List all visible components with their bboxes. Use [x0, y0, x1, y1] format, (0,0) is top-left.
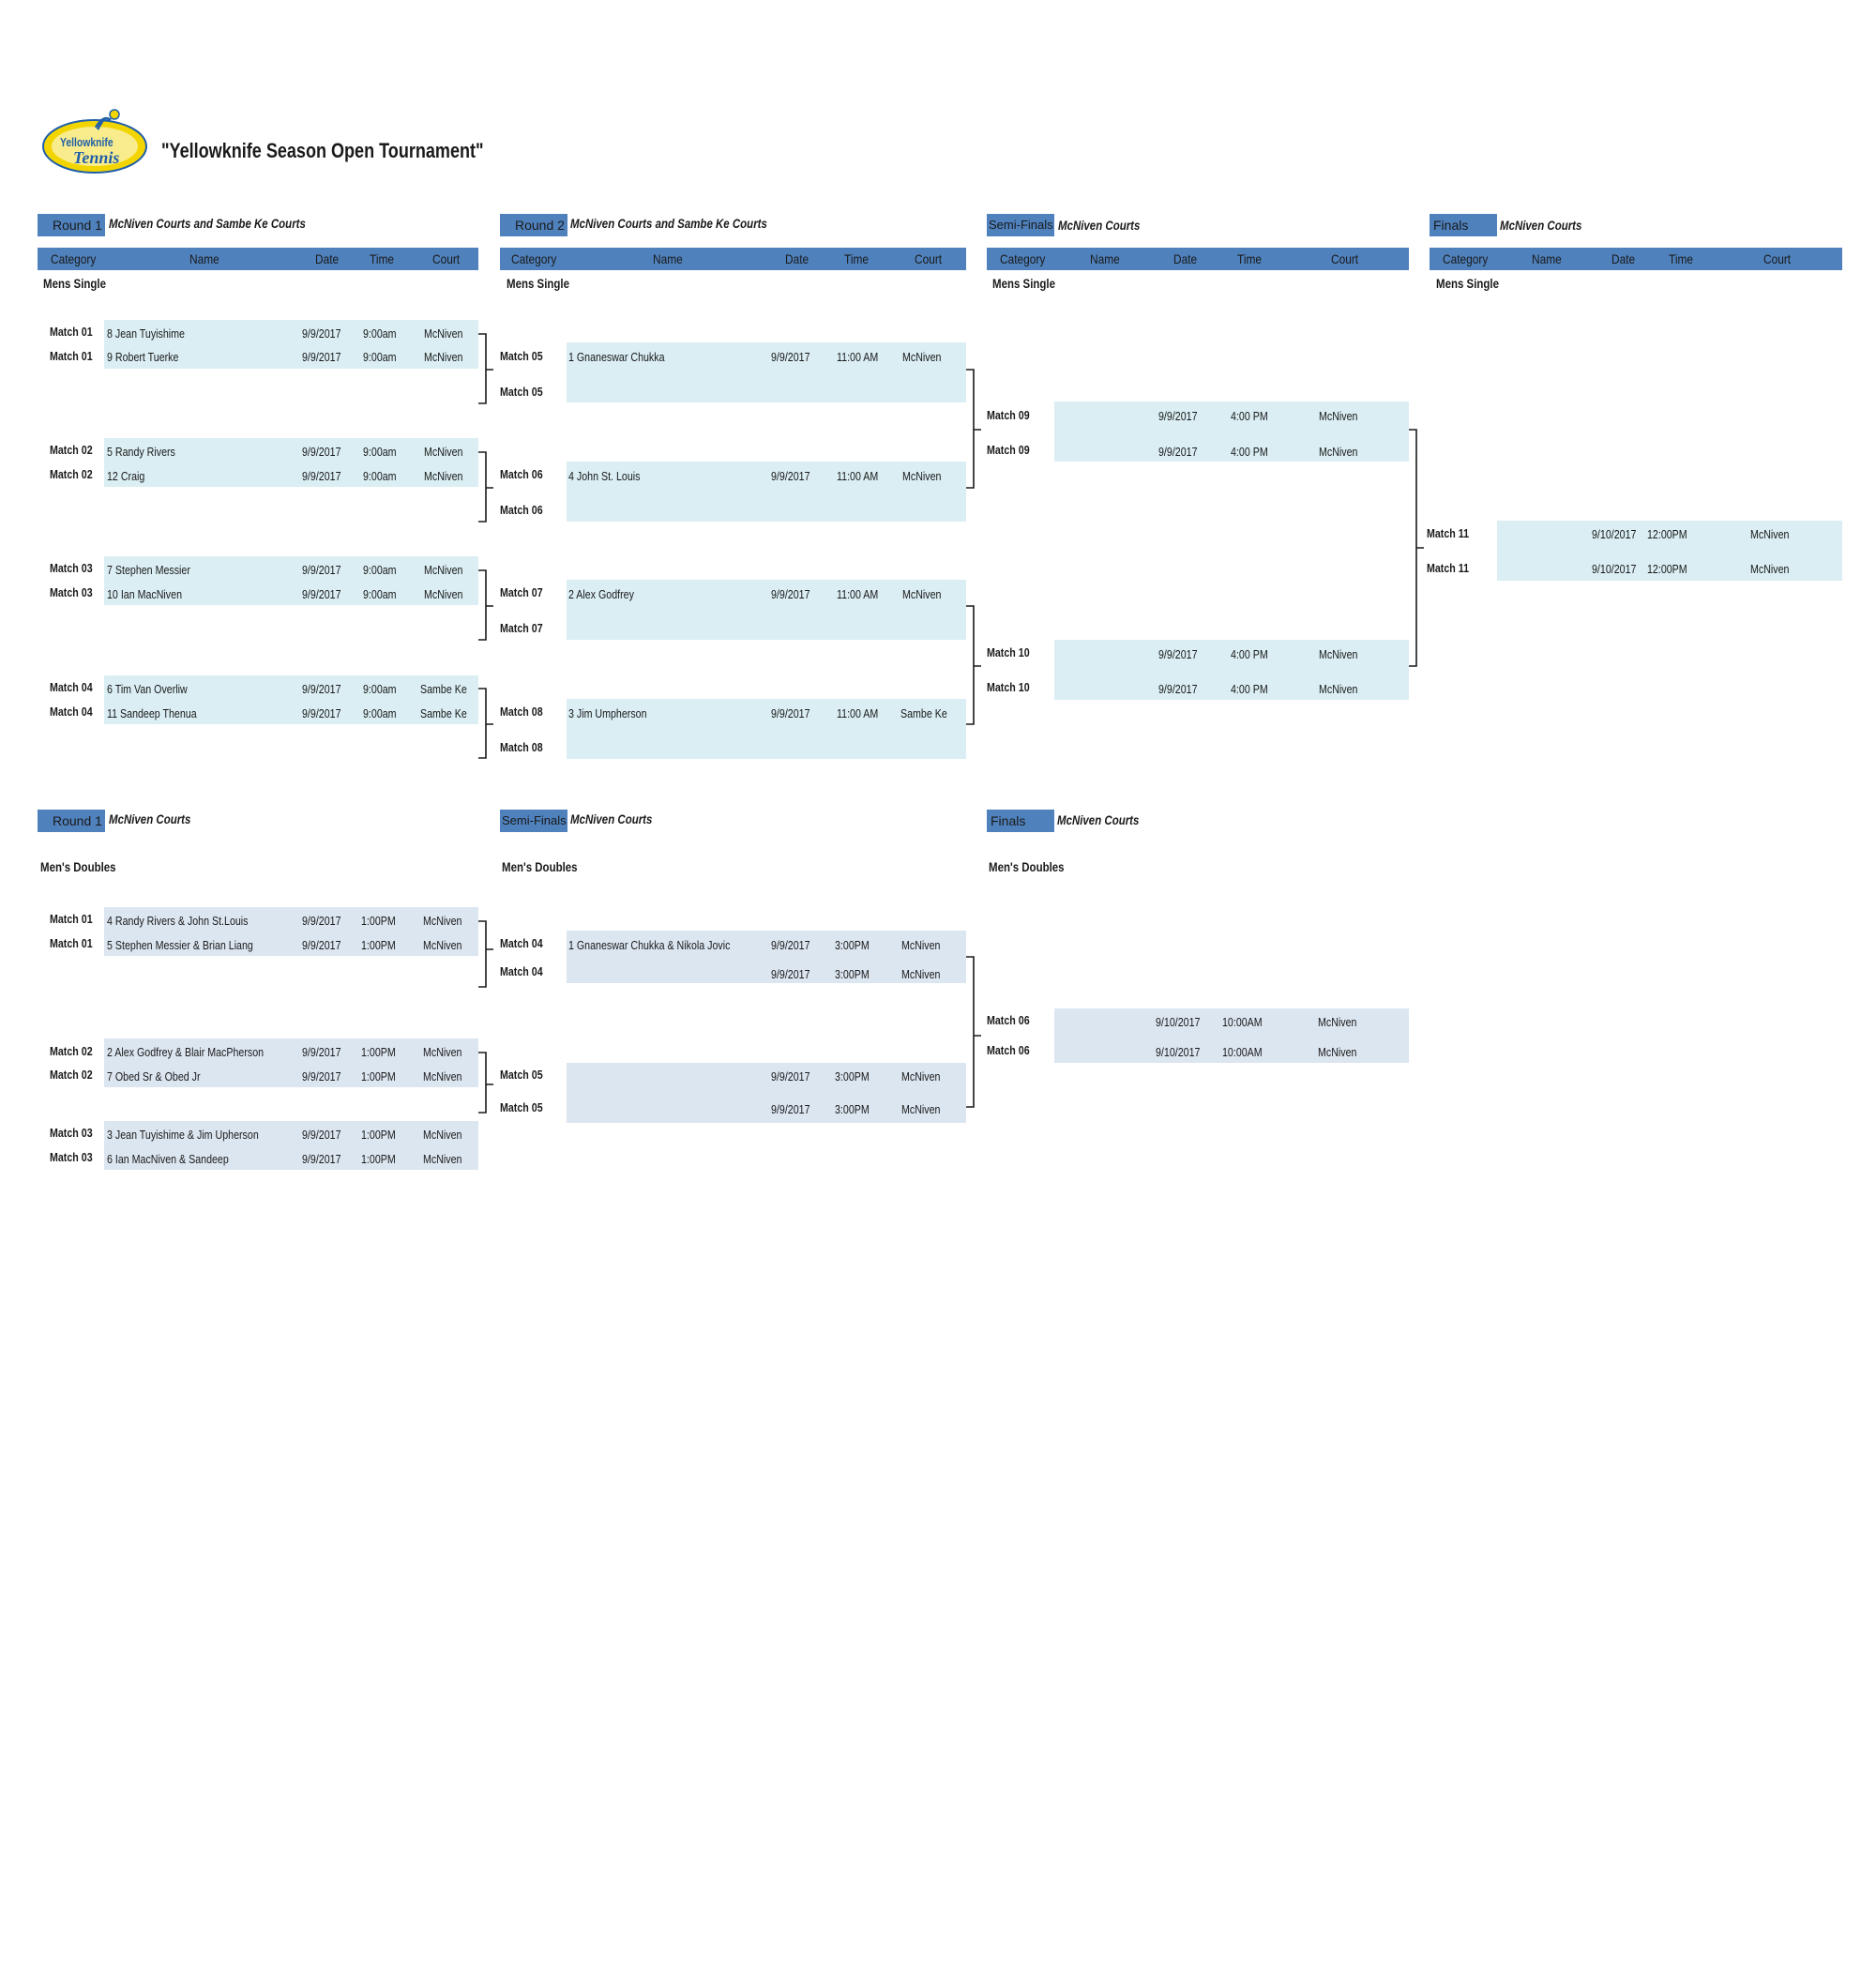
match-court: McNiven	[1318, 1045, 1357, 1059]
courts-round-2-singles: McNiven Courts and Sambe Ke Courts	[570, 216, 767, 231]
col-name: Name	[653, 251, 683, 266]
player-name: 1 Gnaneswar Chukka	[568, 350, 665, 364]
player-name: 5 Randy Rivers	[107, 445, 175, 459]
match-label: Match 06	[987, 1043, 1030, 1057]
match-label: Match 04	[50, 680, 93, 694]
match-label: Match 01	[50, 912, 93, 926]
player-name: 6 Tim Van Overliw	[107, 682, 188, 696]
col-name: Name	[1090, 251, 1120, 266]
match-time: 11:00 AM	[837, 587, 879, 601]
match-time: 4:00 PM	[1231, 682, 1268, 696]
match-court: McNiven	[424, 445, 463, 459]
match-label: Match 06	[987, 1013, 1030, 1027]
match-label: Match 02	[50, 1044, 93, 1058]
match-court: McNiven	[423, 1128, 462, 1142]
col-time: Time	[1237, 251, 1263, 266]
match-court: McNiven	[424, 563, 463, 577]
match-court: McNiven	[901, 938, 941, 952]
bracket-connector	[478, 689, 493, 758]
match-label: Match 06	[500, 503, 543, 517]
match-date: 9/9/2017	[1158, 682, 1198, 696]
match-date: 9/9/2017	[302, 445, 341, 459]
match-label: Match 03	[50, 1150, 93, 1164]
match-date: 9/9/2017	[771, 1069, 810, 1083]
match-date: 9/9/2017	[302, 1045, 341, 1059]
player-name: 9 Robert Tuerke	[107, 350, 179, 364]
match-label: Match 11	[1427, 561, 1470, 575]
match-court: Sambe Ke	[420, 706, 467, 720]
match-court: McNiven	[1319, 445, 1358, 459]
bracket-connector	[478, 1053, 493, 1113]
match-label: Match 05	[500, 1068, 543, 1082]
match-label: Match 05	[500, 1100, 543, 1114]
match-date: 9/9/2017	[302, 938, 341, 952]
match-time: 1:00PM	[361, 1045, 396, 1059]
match-date: 9/9/2017	[771, 587, 810, 601]
courts-semifinals-singles: McNiven Courts	[1058, 218, 1141, 233]
col-name: Name	[189, 251, 219, 266]
col-date: Date	[315, 251, 340, 266]
match-time: 12:00PM	[1647, 562, 1687, 576]
category-label: Men's Doubles	[502, 859, 578, 874]
col-date: Date	[1173, 251, 1198, 266]
match-date: 9/9/2017	[1158, 647, 1198, 661]
match-label: Match 03	[50, 585, 93, 599]
match-label: Match 10	[987, 645, 1030, 659]
match-label: Match 10	[987, 680, 1030, 694]
match-court: McNiven	[424, 350, 463, 364]
match-time: 1:00PM	[361, 938, 396, 952]
match-date: 9/10/2017	[1156, 1045, 1201, 1059]
category-label: Mens Single	[43, 276, 106, 291]
match-date: 9/9/2017	[771, 350, 810, 364]
team-name: 4 Randy Rivers & John St.Louis	[107, 914, 249, 928]
match-time: 3:00PM	[835, 938, 870, 952]
match-date: 9/9/2017	[302, 1069, 341, 1083]
match-court: McNiven	[1319, 647, 1358, 661]
match-court: McNiven	[1750, 527, 1790, 541]
match-date: 9/9/2017	[771, 1102, 810, 1116]
logo-text-bottom: Tennis	[73, 148, 120, 167]
courts-round-1-doubles: McNiven Courts	[109, 811, 191, 826]
match-court: McNiven	[424, 587, 463, 601]
match-date: 9/9/2017	[302, 326, 341, 341]
match-date: 9/9/2017	[771, 967, 810, 981]
match-time: 11:00 AM	[837, 706, 879, 720]
match-court: McNiven	[1318, 1015, 1357, 1029]
match-label: Match 05	[500, 349, 543, 363]
match-label: Match 11	[1427, 526, 1470, 540]
match-time: 3:00PM	[835, 967, 870, 981]
match-label: Match 02	[50, 1068, 93, 1082]
match-court: McNiven	[424, 469, 463, 483]
match-time: 4:00 PM	[1231, 445, 1268, 459]
courts-semifinals-doubles: McNiven Courts	[570, 811, 653, 826]
team-name: 6 Ian MacNiven & Sandeep	[107, 1152, 229, 1166]
player-name: 11 Sandeep Thenua	[107, 706, 197, 720]
team-name: 3 Jean Tuyishime & Jim Upherson	[107, 1128, 259, 1142]
match-date: 9/9/2017	[302, 682, 341, 696]
match-court: McNiven	[902, 469, 942, 483]
match-label: Match 01	[50, 349, 93, 363]
bracket-connector	[1409, 430, 1424, 666]
match-date: 9/9/2017	[302, 1152, 341, 1166]
match-date: 9/9/2017	[302, 1128, 341, 1142]
match-label: Match 04	[50, 705, 93, 719]
bracket-connector	[966, 606, 981, 724]
bracket-connector	[478, 570, 493, 640]
match-time: 9:00am	[363, 587, 397, 601]
match-time: 3:00PM	[835, 1102, 870, 1116]
team-name: 5 Stephen Messier & Brian Liang	[107, 938, 253, 952]
match-label: Match 04	[500, 964, 543, 978]
tag-finals-singles: Finals	[1430, 214, 1497, 236]
player-name: 3 Jim Umpherson	[568, 706, 647, 720]
match-court: McNiven	[423, 1069, 462, 1083]
col-court: Court	[1763, 251, 1792, 266]
match-date: 9/10/2017	[1592, 527, 1637, 541]
player-name: 2 Alex Godfrey	[568, 587, 634, 601]
col-time: Time	[1669, 251, 1694, 266]
col-name: Name	[1532, 251, 1562, 266]
bracket-connector	[966, 957, 981, 1107]
match-date: 9/10/2017	[1592, 562, 1637, 576]
courts-round-1-singles: McNiven Courts and Sambe Ke Courts	[109, 216, 306, 231]
match-label: Match 01	[50, 325, 93, 339]
match-label: Match 07	[500, 621, 543, 635]
match-label: Match 02	[50, 467, 93, 481]
match-time: 10:00AM	[1222, 1045, 1263, 1059]
tag-round-2-singles: Round 2	[500, 214, 567, 236]
match-label: Match 01	[50, 936, 93, 950]
courts-finals-doubles: McNiven Courts	[1057, 812, 1140, 827]
player-name: 4 John St. Louis	[568, 469, 641, 483]
team-name: 7 Obed Sr & Obed Jr	[107, 1069, 201, 1083]
match-time: 1:00PM	[361, 1128, 396, 1142]
player-name: 8 Jean Tuyishime	[107, 326, 185, 341]
match-time: 11:00 AM	[837, 469, 879, 483]
match-court: McNiven	[1750, 562, 1790, 576]
bracket-connector	[478, 334, 493, 403]
match-date: 9/9/2017	[771, 938, 810, 952]
col-date: Date	[1611, 251, 1636, 266]
tag-finals-doubles: Finals	[987, 810, 1054, 832]
match-court: McNiven	[423, 914, 462, 928]
match-date: 9/9/2017	[302, 914, 341, 928]
match-label: Match 06	[500, 467, 543, 481]
match-date: 9/9/2017	[302, 587, 341, 601]
match-time: 10:00AM	[1222, 1015, 1263, 1029]
match-time: 9:00am	[363, 682, 397, 696]
match-time: 9:00am	[363, 350, 397, 364]
match-label: Match 09	[987, 443, 1030, 457]
match-time: 1:00PM	[361, 1152, 396, 1166]
match-time: 9:00am	[363, 326, 397, 341]
team-name: 2 Alex Godfrey & Blair MacPherson	[107, 1045, 265, 1059]
col-court: Court	[915, 251, 943, 266]
match-court: McNiven	[423, 1152, 462, 1166]
match-date: 9/9/2017	[1158, 445, 1198, 459]
col-date: Date	[785, 251, 809, 266]
match-court: McNiven	[424, 326, 463, 341]
category-label: Mens Single	[992, 276, 1055, 291]
match-court: McNiven	[901, 1069, 941, 1083]
match-date: 9/9/2017	[302, 563, 341, 577]
match-date: 9/9/2017	[302, 350, 341, 364]
match-label: Match 08	[500, 705, 543, 719]
match-date: 9/9/2017	[771, 706, 810, 720]
category-label: Men's Doubles	[40, 859, 116, 874]
logo-text-top: Yellowknife	[60, 135, 113, 149]
bracket-connector	[478, 921, 493, 987]
match-court: McNiven	[423, 938, 462, 952]
match-time: 1:00PM	[361, 914, 396, 928]
match-label: Match 03	[50, 561, 93, 575]
match-court: McNiven	[901, 967, 941, 981]
col-court: Court	[1331, 251, 1359, 266]
col-category: Category	[1443, 251, 1489, 266]
tag-round-1-singles: Round 1	[38, 214, 105, 236]
match-court: McNiven	[423, 1045, 462, 1059]
page-title: "Yellowknife Season Open Tournament"	[161, 139, 484, 162]
bracket-connector	[966, 370, 981, 488]
match-label: Match 07	[500, 585, 543, 599]
player-name: 10 Ian MacNiven	[107, 587, 183, 601]
match-time: 11:00 AM	[837, 350, 879, 364]
courts-finals-singles: McNiven Courts	[1500, 218, 1582, 233]
tag-round-1-doubles: Round 1	[38, 810, 105, 832]
col-time: Time	[370, 251, 395, 266]
match-time: 4:00 PM	[1231, 409, 1268, 423]
match-time: 9:00am	[363, 469, 397, 483]
match-time: 3:00PM	[835, 1069, 870, 1083]
match-label: Match 04	[500, 936, 543, 950]
match-court: McNiven	[902, 587, 942, 601]
bracket-connector	[478, 452, 493, 522]
col-category: Category	[51, 251, 97, 266]
match-label: Match 09	[987, 408, 1030, 422]
match-court: McNiven	[1319, 682, 1358, 696]
match-time: 9:00am	[363, 706, 397, 720]
match-time: 9:00am	[363, 445, 397, 459]
player-name: 7 Stephen Messier	[107, 563, 190, 577]
player-name: 12 Craig	[107, 469, 145, 483]
match-time: 1:00PM	[361, 1069, 396, 1083]
match-label: Match 02	[50, 443, 93, 457]
category-label: Mens Single	[1436, 276, 1499, 291]
match-label: Match 03	[50, 1126, 93, 1140]
col-time: Time	[844, 251, 870, 266]
match-court: McNiven	[1319, 409, 1358, 423]
match-date: 9/10/2017	[1156, 1015, 1201, 1029]
category-label: Mens Single	[507, 276, 569, 291]
match-court: McNiven	[901, 1102, 941, 1116]
match-time: 9:00am	[363, 563, 397, 577]
match-court: Sambe Ke	[420, 682, 467, 696]
team-name: 1 Gnaneswar Chukka & Nikola Jovic	[568, 938, 731, 952]
match-label: Match 08	[500, 740, 543, 754]
category-label: Men's Doubles	[989, 859, 1065, 874]
tag-semifinals-doubles: Semi-Finals	[500, 810, 567, 832]
col-category: Category	[511, 251, 557, 266]
match-label: Match 05	[500, 385, 543, 399]
tag-semifinals-singles: Semi-Finals	[987, 214, 1054, 236]
match-court: Sambe Ke	[900, 706, 947, 720]
match-date: 9/9/2017	[302, 469, 341, 483]
match-date: 9/9/2017	[771, 469, 810, 483]
col-category: Category	[1000, 251, 1046, 266]
match-court: McNiven	[902, 350, 942, 364]
match-time: 4:00 PM	[1231, 647, 1268, 661]
match-time: 12:00PM	[1647, 527, 1687, 541]
match-date: 9/9/2017	[1158, 409, 1198, 423]
match-date: 9/9/2017	[302, 706, 341, 720]
col-court: Court	[432, 251, 461, 266]
